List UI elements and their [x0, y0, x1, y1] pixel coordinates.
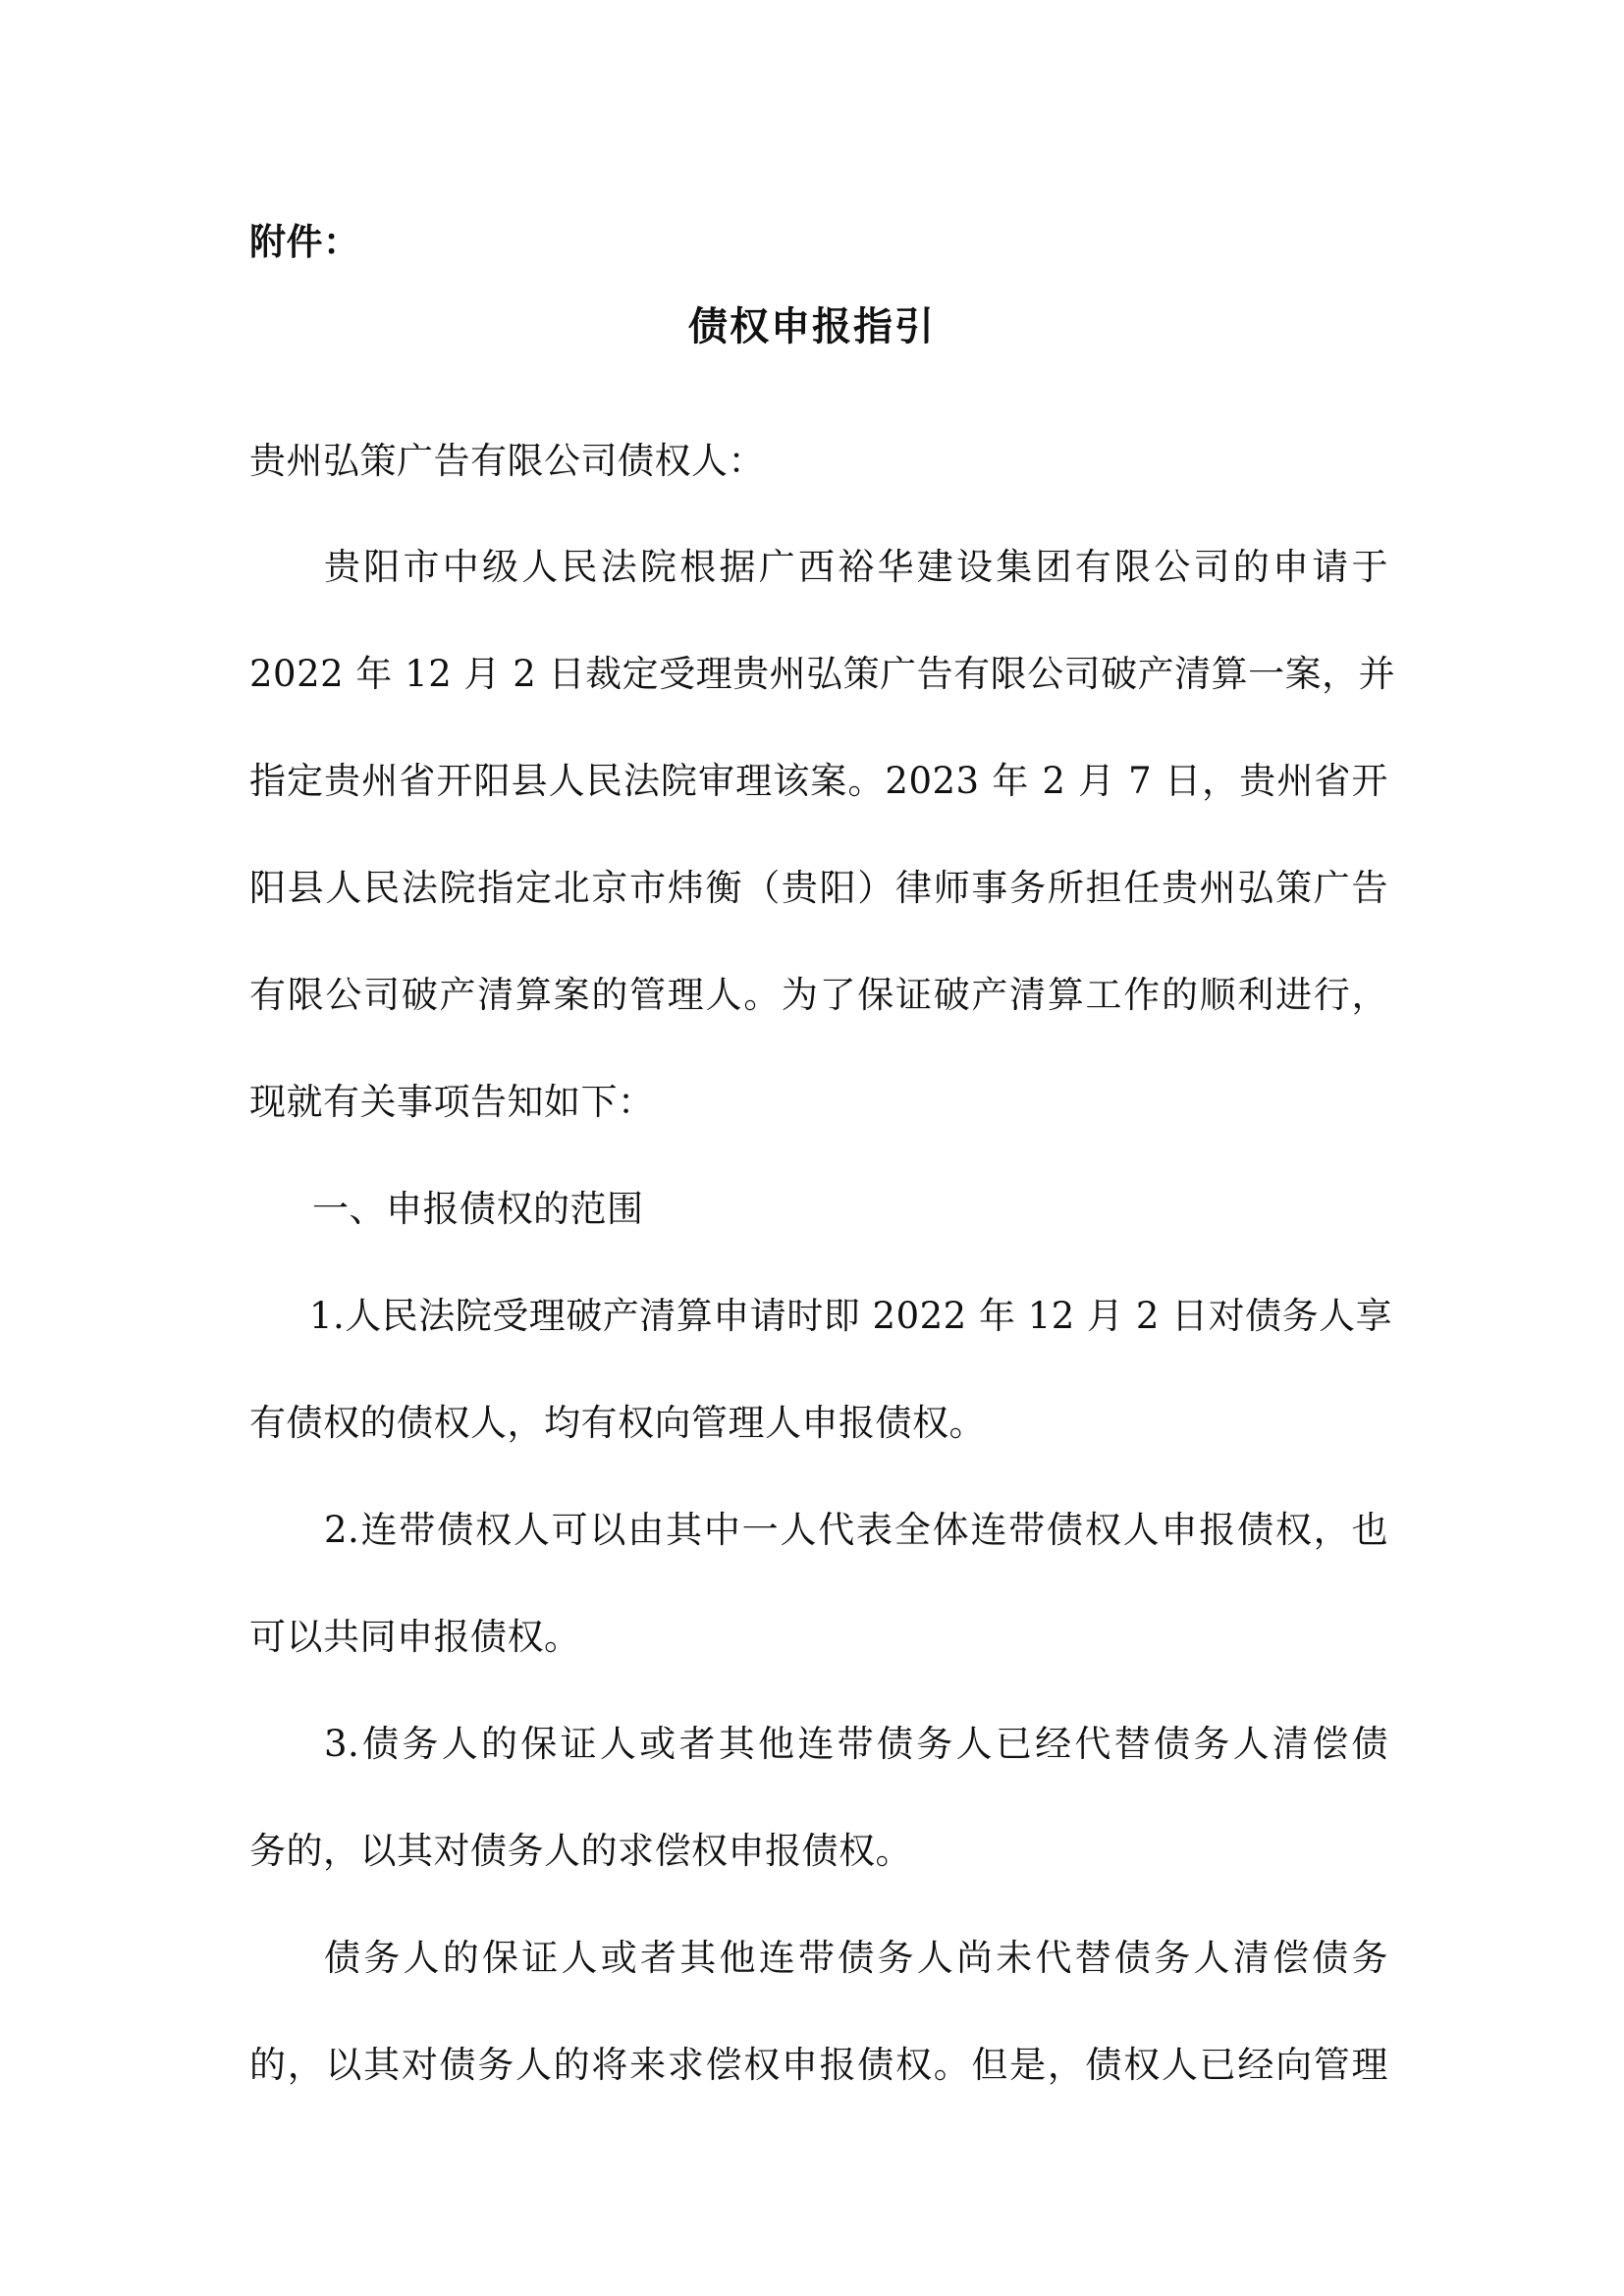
paragraph-line: 1.人民法院受理破产清算申请时即 2022 年 12 月 2 日对债务人享	[309, 1295, 1393, 1337]
paragraph-line: 现就有关事项告知如下：	[249, 1081, 655, 1123]
paragraph-line: 有债权的债权人，均有权向管理人申报债权。	[249, 1402, 986, 1444]
paragraph-line: 务的，以其对债务人的求偿权申报债权。	[249, 1830, 912, 1872]
paragraph-line: 债务人的保证人或者其他连带债务人尚未代替债务人清偿债务	[324, 1937, 1388, 1979]
paragraph-line: 有限公司破产清算案的管理人。为了保证破产清算工作的顺利进行，	[249, 974, 1388, 1016]
paragraph-line: 可以共同申报债权。	[249, 1616, 581, 1658]
paragraph-line: 贵阳市中级人民法院根据广西裕华建设集团有限公司的申请于	[324, 546, 1388, 588]
paragraph-line: 2.连带债权人可以由其中一人代表全体连带债权人申报债权，也	[324, 1509, 1388, 1551]
paragraph-line: 的，以其对债务人的将来求偿权申报债权。但是，债权人已经向管理	[249, 2044, 1388, 2086]
document-title: 债权申报指引	[688, 304, 936, 349]
paragraph-line: 阳县人民法院指定北京市炜衡（贵阳）律师事务所担任贵州弘策广告	[249, 867, 1388, 909]
paragraph-line: 2022 年 12 月 2 日裁定受理贵州弘策广告有限公司破产清算一案，并	[249, 653, 1396, 695]
attachment-label: 附件：	[249, 221, 360, 263]
paragraph-line: 3.债务人的保证人或者其他连带债务人已经代替债务人清偿债	[324, 1723, 1388, 1765]
paragraph-line: 指定贵州省开阳县人民法院审理该案。2023 年 2 月 7 日，贵州省开	[249, 760, 1388, 802]
section-heading: 一、申报债权的范围	[312, 1188, 644, 1230]
salutation: 贵州弘策广告有限公司债权人：	[249, 440, 765, 482]
